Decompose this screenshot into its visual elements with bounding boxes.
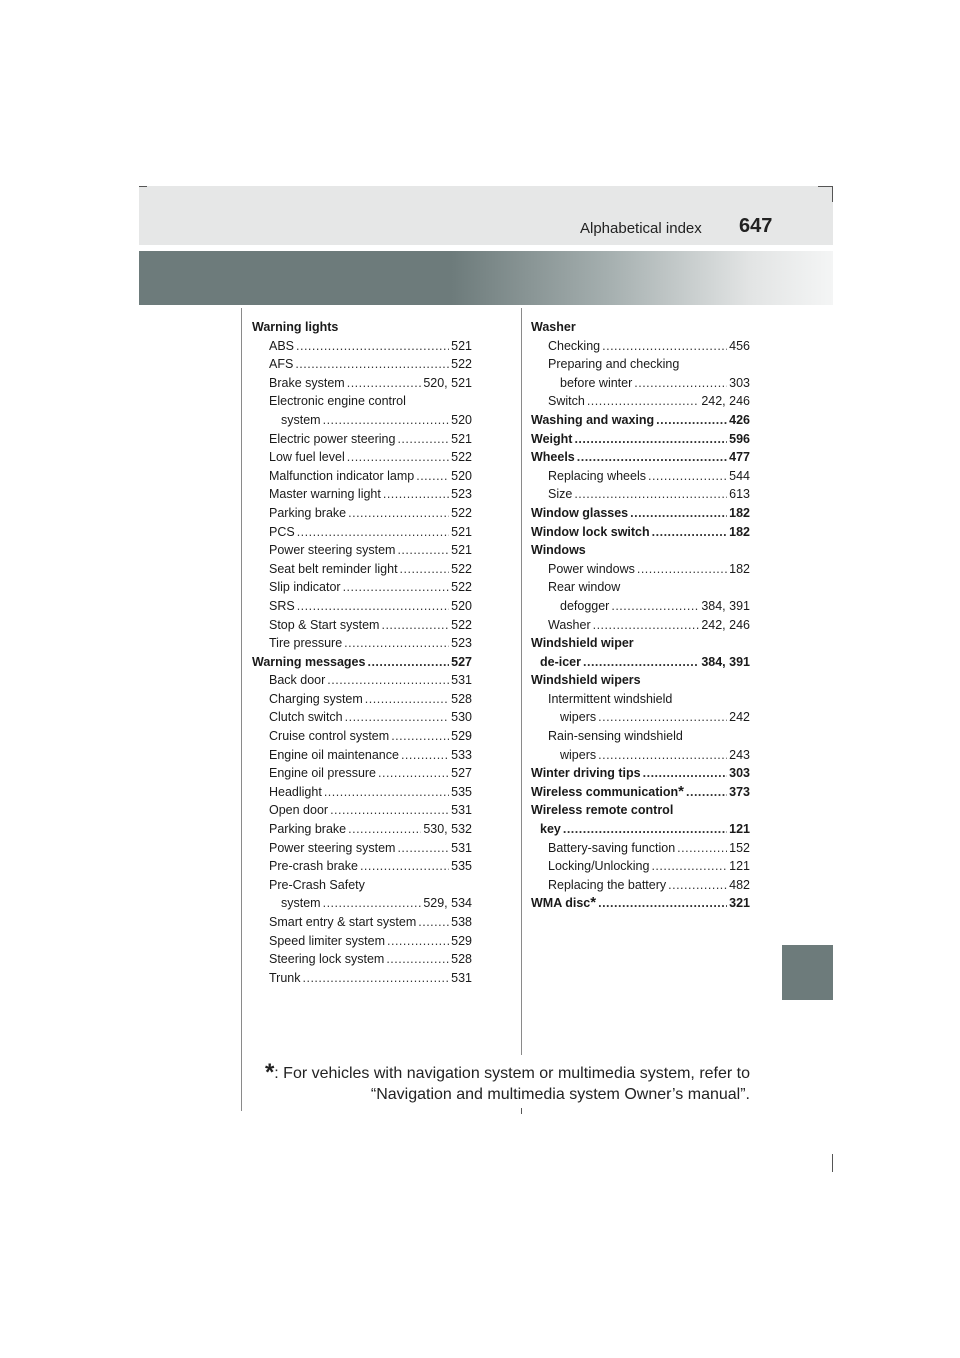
- dot-leader: [634, 374, 727, 393]
- dot-leader: [295, 355, 449, 374]
- index-entry-term: Replacing the battery: [548, 877, 667, 892]
- index-entry-term: Engine oil maintenance: [269, 747, 399, 762]
- index-entry-page: 182: [729, 505, 750, 520]
- dot-leader: [381, 616, 449, 635]
- index-entry-page: 522: [451, 617, 472, 632]
- index-entry-term: Open door: [269, 803, 329, 818]
- index-entry-page: 528: [451, 691, 472, 706]
- index-entry-term: Washing and waxing: [531, 412, 655, 427]
- index-entry-page: 303: [729, 375, 750, 390]
- index-entry-term: Pre-crash brake: [269, 859, 358, 874]
- dot-leader: [397, 430, 449, 449]
- dot-leader: [323, 894, 422, 913]
- index-entry: [252, 969, 472, 988]
- dot-leader: [345, 708, 450, 727]
- index-entry-term: Electric power steering: [269, 431, 396, 446]
- index-entry-page: 538: [451, 915, 472, 929]
- dot-leader: [630, 504, 727, 523]
- index-entry-term: Wheels: [531, 450, 575, 465]
- index-entry: [531, 690, 750, 709]
- index-entry-page: 373: [729, 784, 750, 799]
- index-entry: [531, 318, 750, 337]
- index-entry: [531, 504, 750, 523]
- index-entry-page: 535: [451, 784, 472, 799]
- index-entry: [531, 578, 750, 597]
- index-entry: [252, 727, 472, 746]
- index-entry: [252, 448, 472, 467]
- page-number: 647: [739, 215, 773, 237]
- index-entry-page: 522: [451, 561, 472, 576]
- index-entry-term: Brake system: [269, 375, 345, 390]
- dot-leader: [598, 746, 727, 765]
- crop-mark-bottom-center: [521, 1108, 522, 1114]
- index-entry-term: Engine oil pressure: [269, 766, 377, 781]
- dot-leader: [367, 653, 449, 672]
- index-entry: [531, 541, 750, 560]
- index-entry: [531, 597, 750, 616]
- index-entry-page: 384, 391: [701, 654, 750, 669]
- index-entry: [531, 560, 750, 579]
- index-entry-term: SRS: [269, 598, 295, 613]
- index-entry: [252, 820, 472, 839]
- index-entry-page: 456: [729, 338, 750, 353]
- index-entry-page: 521: [451, 338, 472, 353]
- index-entry: [252, 597, 472, 616]
- index-entry-page: 482: [729, 877, 750, 892]
- index-entry-term: Power steering system: [269, 840, 396, 855]
- index-entry: Wireless communication * ..... 373: [531, 783, 750, 802]
- index-entry: [531, 467, 750, 486]
- index-entry: WMA disc * ..... 321: [531, 894, 750, 913]
- header-band: [139, 186, 833, 245]
- dot-leader: [387, 932, 449, 951]
- index-entry: [252, 634, 472, 653]
- index-entry-page: 242: [729, 710, 750, 725]
- dot-leader: [347, 448, 449, 467]
- index-entry: [531, 448, 750, 467]
- index-entry-term: Checking: [548, 338, 601, 353]
- index-entry-term: wipers: [560, 747, 597, 762]
- index-entry: [252, 839, 472, 858]
- index-entry-term: Window glasses: [531, 505, 629, 520]
- index-entry: [531, 634, 750, 653]
- dot-leader: [656, 411, 727, 430]
- index-entry: [252, 578, 472, 597]
- index-entry-term: Intermittent windshield: [548, 691, 673, 706]
- index-entry-page: 152: [729, 840, 750, 855]
- dot-leader: [587, 392, 700, 411]
- dot-leader: [563, 820, 727, 839]
- index-entry-term: de-icer: [540, 654, 581, 669]
- index-entry: [531, 392, 750, 411]
- index-entry-page: 521: [451, 543, 472, 558]
- index-entry-term: AFS: [269, 357, 294, 372]
- index-entry-page: 477: [729, 450, 750, 465]
- index-entry-term: Master warning light: [269, 487, 381, 502]
- dot-leader: [360, 857, 449, 876]
- dot-leader: [401, 746, 449, 765]
- index-entry-term: Stop & Start system: [269, 617, 380, 632]
- dot-leader: [418, 913, 449, 932]
- index-entry: [252, 560, 472, 579]
- index-entry-term: Pre-Crash Safety: [269, 877, 365, 892]
- index-entry: [252, 950, 472, 969]
- index-entry-term: Parking brake: [269, 505, 347, 520]
- index-entry-page: 243: [729, 747, 750, 762]
- dot-leader: [297, 597, 449, 616]
- index-entry-page: 520: [451, 468, 472, 483]
- index-entry-term: Parking brake: [269, 822, 347, 837]
- dot-leader: [383, 485, 449, 504]
- dot-leader: [344, 634, 449, 653]
- index-entry-page: 544: [729, 468, 750, 483]
- index-entry-term: Rear window: [548, 580, 621, 595]
- index-entry: [252, 932, 472, 951]
- index-entry-page: 182: [729, 524, 750, 539]
- index-entry-term: Headlight: [269, 784, 322, 799]
- index-entry: [252, 690, 472, 709]
- dot-leader: [391, 727, 449, 746]
- index-entry-page: 531: [451, 970, 472, 985]
- index-entry-term: system: [281, 896, 321, 911]
- dot-leader: [303, 969, 450, 988]
- index-entry-term: Low fuel level: [269, 450, 345, 465]
- index-entry: [252, 467, 472, 486]
- dot-leader: [651, 857, 727, 876]
- dot-leader: [323, 411, 450, 430]
- index-entry-page: 530, 532: [423, 822, 472, 837]
- index-entry: [531, 708, 750, 727]
- crop-mark-bottom-right: [832, 1154, 833, 1172]
- index-entry: [252, 374, 472, 393]
- index-entry-term: Warning lights: [252, 320, 339, 334]
- index-entry: [531, 355, 750, 374]
- index-entry-page: 531: [451, 840, 472, 855]
- index-entry-page: 531: [451, 673, 472, 688]
- dot-leader: [668, 876, 727, 895]
- index-entry-page: 242, 246: [701, 617, 750, 632]
- index-entry: [531, 839, 750, 858]
- index-entry-term: wipers: [560, 710, 597, 725]
- index-entry-page: 530: [451, 710, 472, 725]
- index-entry: [252, 894, 472, 913]
- index-entry-term: Steering lock system: [269, 952, 385, 967]
- left-margin-rule: [241, 308, 242, 1111]
- index-entry: [252, 523, 472, 542]
- index-entry-page: 426: [729, 412, 750, 427]
- index-entry-page: 522: [451, 580, 472, 595]
- index-entry-page: 523: [451, 636, 472, 651]
- dot-leader: [378, 764, 449, 783]
- index-entry: [252, 337, 472, 356]
- crop-mark-top-right-h: [818, 186, 833, 187]
- index-entry: [252, 708, 472, 727]
- dot-leader: [602, 337, 727, 356]
- index-entry-term: ABS: [269, 338, 295, 353]
- index-entry: [252, 653, 472, 672]
- column-divider-rule: [521, 308, 522, 1055]
- index-entry-page: 520: [451, 598, 472, 613]
- index-entry-term: system: [281, 412, 321, 427]
- index-entry-term: Size: [548, 487, 573, 502]
- index-entry: [252, 430, 472, 449]
- index-entry-page: 303: [729, 766, 750, 781]
- index-entry-page: 522: [451, 505, 472, 520]
- index-entry-term: Cruise control system: [269, 729, 390, 744]
- dot-leader: [643, 764, 728, 783]
- dot-leader: [397, 839, 449, 858]
- index-entry: [252, 504, 472, 523]
- index-entry-term: Charging system: [269, 691, 363, 706]
- dot-leader: [577, 448, 727, 467]
- index-entry: [252, 876, 472, 895]
- index-entry: [531, 430, 750, 449]
- index-entry-term: Wireless remote control: [531, 803, 674, 818]
- index-entry-page: 613: [729, 487, 750, 502]
- index-entry-term: before winter: [560, 375, 633, 390]
- index-entry-page: 520: [451, 412, 472, 427]
- index-entry-term: Washer: [548, 617, 591, 632]
- index-entry: [531, 337, 750, 356]
- dot-leader: [637, 560, 727, 579]
- index-entry: [252, 671, 472, 690]
- index-entry-term: Windows: [531, 543, 586, 558]
- index-entry: [531, 485, 750, 504]
- index-entry-term: Washer: [531, 320, 576, 334]
- index-column-right: [531, 318, 750, 913]
- index-entry-page: 121: [729, 859, 750, 874]
- dot-leader: [348, 820, 421, 839]
- dot-leader: [330, 801, 449, 820]
- index-entry: [252, 801, 472, 820]
- index-entry-term: Electronic engine control: [269, 394, 406, 409]
- index-entry: [252, 485, 472, 504]
- index-entry-page: 535: [451, 859, 472, 874]
- dot-leader: [296, 337, 449, 356]
- index-entry: [531, 876, 750, 895]
- footnote-text-1: : For vehicles with navigation system or multimedia system, refer to: [274, 1065, 750, 1082]
- index-entry-term: Weight: [531, 431, 573, 446]
- dot-leader: [652, 523, 727, 542]
- footnote-marker: *: [264, 1059, 275, 1086]
- index-entry: [531, 820, 750, 839]
- index-entry-term: Smart entry & start system: [269, 915, 417, 929]
- index-entry: [252, 411, 472, 430]
- dot-leader: [327, 671, 449, 690]
- index-entry-term: Switch: [548, 394, 585, 409]
- index-entry-page: 384, 391: [701, 598, 750, 613]
- index-entry: [531, 653, 750, 672]
- index-entry-term: Windshield wipers: [531, 673, 641, 688]
- footnote: [250, 1059, 750, 1105]
- index-entry-term: PCS: [269, 524, 295, 539]
- index-entry: [531, 727, 750, 746]
- crop-mark-top-left: [139, 186, 147, 187]
- index-entry: [531, 671, 750, 690]
- index-entry-term: Power steering system: [269, 543, 396, 558]
- index-entry: [252, 746, 472, 765]
- dot-leader: [593, 616, 700, 635]
- index-entry-page: 533: [451, 747, 472, 762]
- index-entry-term: Slip indicator: [269, 580, 341, 595]
- crop-mark-top-right: [832, 186, 833, 202]
- index-entry-page: 121: [729, 822, 750, 837]
- index-entry-page: 523: [451, 487, 472, 502]
- dot-leader: [574, 430, 727, 449]
- index-entry: [252, 857, 472, 876]
- index-entry: [531, 801, 750, 820]
- index-entry: [252, 764, 472, 783]
- footnote-line-2: “Navigation and multimedia system Owner’s manual”.: [370, 1086, 750, 1103]
- index-entry-term: Preparing and checking: [548, 357, 680, 372]
- dot-leader: [598, 894, 727, 913]
- index-entry-page: 531: [451, 803, 472, 818]
- dot-leader: [598, 708, 727, 727]
- index-entry-term: Warning messages: [252, 654, 366, 669]
- dot-leader: [348, 504, 449, 523]
- index-entry-page: 521: [451, 431, 472, 446]
- dot-leader: [416, 467, 449, 486]
- dot-leader: [574, 485, 727, 504]
- section-title: Alphabetical index: [580, 220, 702, 237]
- dot-leader: [400, 560, 450, 579]
- dot-leader: [583, 653, 699, 672]
- index-entry: [252, 392, 472, 411]
- index-entry-page: 182: [729, 561, 750, 576]
- index-entry-page: 527: [451, 654, 472, 669]
- index-entry: [531, 857, 750, 876]
- index-entry-term: Battery-saving function: [548, 840, 676, 855]
- index-entry-term: Window lock switch: [531, 524, 650, 539]
- dot-leader: [686, 783, 727, 802]
- index-entry-page: 528: [451, 952, 472, 967]
- index-entry: [252, 913, 472, 932]
- dot-leader: [297, 523, 449, 542]
- index-entry-term: Winter driving tips: [531, 766, 641, 781]
- index-entry: [252, 616, 472, 635]
- index-entry-page: 529: [451, 729, 472, 744]
- index-entry-term: Malfunction indicator lamp: [269, 468, 415, 483]
- index-entry-page: 529, 534: [423, 896, 472, 911]
- index-entry-page: 522: [451, 357, 472, 372]
- index-entry-page: 596: [729, 431, 750, 446]
- index-entry-page: 521: [451, 524, 472, 539]
- index-entry-term: key: [540, 822, 561, 837]
- index-entry: [531, 746, 750, 765]
- index-entry: [531, 616, 750, 635]
- index-entry-term: Wireless communication: [531, 784, 679, 799]
- index-entry-page: 522: [451, 450, 472, 465]
- index-entry-page: 520, 521: [423, 375, 472, 390]
- index-entry: [252, 355, 472, 374]
- index-entry: [531, 411, 750, 430]
- index-entry-term: Replacing wheels: [548, 468, 646, 483]
- index-entry: [531, 764, 750, 783]
- index-entry-term: Power windows: [548, 561, 635, 576]
- index-entry-term: Tire pressure: [269, 636, 343, 651]
- dot-leader: [611, 597, 699, 616]
- dot-leader: [343, 578, 450, 597]
- index-column-left: [252, 318, 472, 987]
- index-entry-term: defogger: [560, 598, 610, 613]
- dot-leader: [365, 690, 449, 709]
- index-entry-term: Speed limiter system: [269, 933, 386, 948]
- index-entry: [252, 318, 472, 337]
- index-entry: [531, 523, 750, 542]
- index-entry-page: 527: [451, 766, 472, 781]
- index-entry: [252, 541, 472, 560]
- dot-leader: [677, 839, 727, 858]
- index-entry-term: Rain-sensing windshield: [548, 729, 683, 744]
- index-entry-term: Windshield wiper: [531, 636, 634, 651]
- index-entry: [531, 374, 750, 393]
- index-entry-term: Clutch switch: [269, 710, 343, 725]
- footnote-line-1: [250, 1059, 750, 1086]
- chapter-side-tab: [782, 945, 833, 1000]
- index-entry-term: Back door: [269, 673, 326, 688]
- dot-leader: [324, 783, 449, 802]
- dot-leader: [397, 541, 449, 560]
- index-entry-term: Seat belt reminder light: [269, 561, 398, 576]
- index-entry-page: 242, 246: [701, 394, 750, 409]
- dot-leader: [386, 950, 449, 969]
- index-entry-term: Locking/Unlocking: [548, 859, 650, 874]
- index-entry-page: 529: [451, 933, 472, 948]
- dot-leader: [648, 467, 727, 486]
- index-entry-term: Trunk: [269, 970, 301, 985]
- header-gradient-bar: [139, 251, 833, 305]
- index-entry: [252, 783, 472, 802]
- index-entry-page: 321: [729, 896, 750, 911]
- index-entry-term: WMA disc: [531, 896, 591, 911]
- dot-leader: [347, 374, 422, 393]
